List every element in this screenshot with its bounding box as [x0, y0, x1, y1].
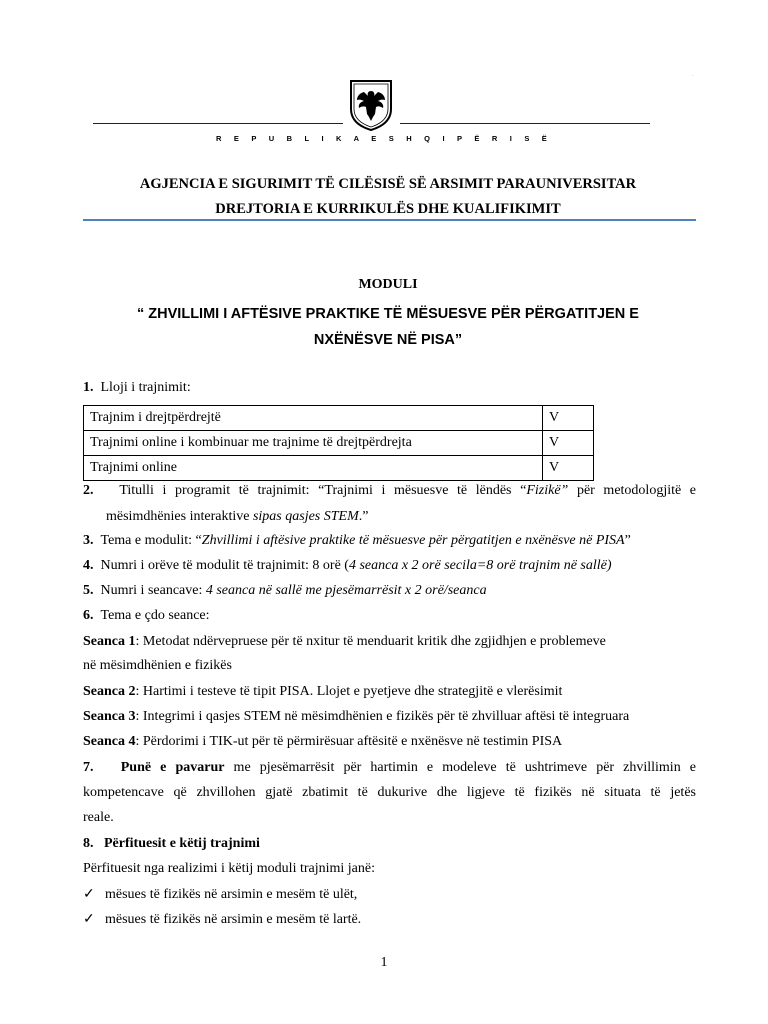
item-number: 5. [83, 583, 94, 598]
list-item [83, 886, 357, 903]
item-6 [83, 608, 210, 624]
module-title: “ ZHVILLIMI I AFTËSIVE PRAKTIKE TË MËSUESVE PËR PËRGATITJEN E NXËNËSVE NË PISA” [137, 306, 639, 348]
list-item [83, 911, 361, 928]
training-type-mark: V [543, 406, 594, 431]
item-5-text: Numri i seancave: [100, 583, 206, 598]
item-number: 2. [83, 483, 94, 498]
item-6-text: Tema e çdo seance: [100, 608, 210, 623]
country-name: R E P U B L I K A E S H Q I P Ë R I S Ë [215, 134, 553, 143]
item-7-text: me pjesëmarrësit për hartimin e modeleve të ushtrimeve për zhvillimin e [224, 760, 696, 775]
training-type-label: Trajnimi online i kombinuar me trajnime të drejtpërdrejta [84, 431, 543, 456]
item-number: 1. [83, 380, 94, 395]
item-3-italic: Zhvillimi i aftësive praktike të mësuesve për përgatitjen e nxënësve në PISA [201, 533, 625, 548]
item-7-label: Punë e pavarur [120, 760, 225, 775]
albanian-emblem-icon [348, 79, 394, 131]
session-text: : Integrimi i qasjes STEM në mësimdhënien e fizikës për të zhvilluar aftësi të integruara [135, 709, 630, 724]
session-label: Seanca 2 [83, 684, 136, 699]
item-7-line-3: reale. [83, 810, 114, 825]
session-label: Seanca 4 [83, 734, 136, 749]
header-rule-left [93, 123, 343, 124]
item-3 [83, 533, 631, 549]
heading-divider [83, 219, 696, 221]
training-type-mark: V [543, 431, 594, 456]
session-label: Seanca 1 [83, 634, 136, 649]
item-2-italic: Fizikë” [526, 483, 569, 498]
table-row [84, 456, 594, 481]
training-type-table [83, 405, 594, 481]
item-4 [83, 558, 612, 574]
session-4 [83, 734, 562, 750]
module-label: MODULI [358, 277, 418, 292]
item-5 [83, 583, 487, 599]
item-3-close: ” [624, 533, 631, 548]
item-number: 6. [83, 608, 94, 623]
table-row [84, 431, 594, 456]
session-2 [83, 684, 562, 700]
checkmark-icon: ✓ [83, 887, 95, 902]
item-4-italic: 4 seanca x 2 orë secila=8 orë trajnim në sallë) [348, 558, 612, 573]
training-type-label: Trajnimi online [84, 456, 543, 481]
beneficiary-text: mësues të fizikës në arsimin e mesëm të lartë. [105, 912, 362, 927]
item-2-line2-end: .” [358, 509, 369, 524]
item-2-line2-italic: sipas qasjes STEM [252, 509, 359, 524]
item-1 [83, 380, 191, 396]
session-text: : Hartimi i testeve të tipit PISA. Llojet e pyetjeve dhe strategjitë e vlerësimit [135, 684, 563, 699]
item-2-text-b: për metodologjitë e [568, 483, 697, 498]
item-7-line-2: kompetencave që zhvillohen gjatë zbatimit të dukurive dhe ligjeve të fizikës në situata të jetës [83, 785, 696, 800]
session-text: : Metodat ndërvepruese për të nxitur të menduarit kritik dhe zgjidhjen e problemeve [135, 634, 606, 649]
corner-mark: . [692, 72, 694, 78]
item-2 [83, 483, 696, 499]
beneficiary-text: mësues të fizikës në arsimin e mesëm të ulët, [105, 887, 358, 902]
item-3-text: Tema e modulit: “ [100, 533, 202, 548]
item-8-label: Përfituesit e këtij trajnimi [104, 836, 260, 851]
item-2-text: “Trajnimi i mësuesve të lëndës “ [309, 483, 527, 498]
item-4-text: Numri i orëve të modulit të trajnimit: 8 orë ( [100, 558, 349, 573]
session-label: Seanca 3 [83, 709, 136, 724]
session-3 [83, 709, 629, 725]
training-type-label: Trajnim i drejtpërdrejtë [84, 406, 543, 431]
item-2-line-2 [106, 509, 368, 525]
agency-line-2: DREJTORIA E KURRIKULËS DHE KUALIFIKIMIT [215, 201, 561, 217]
item-1-text: Lloji i trajnimit: [100, 380, 191, 395]
training-type-mark: V [543, 456, 594, 481]
session-1 [83, 634, 606, 650]
table-row [84, 406, 594, 431]
item-5-italic: 4 seanca në sallë me pjesëmarrësit x 2 orë/seanca [205, 583, 487, 598]
agency-line-1: AGJENCIA E SIGURIMIT TË CILËSISË SË ARSIMIT PARAUNIVERSITAR [139, 176, 637, 192]
item-number: 7. [83, 760, 94, 775]
checkmark-icon: ✓ [83, 912, 95, 927]
item-8 [83, 836, 260, 852]
agency-heading [80, 172, 696, 222]
item-number: 4. [83, 558, 94, 573]
session-1-continued: në mësimdhënien e fizikës [83, 658, 232, 673]
item-2-label: Titulli i programit të trajnimit: [119, 483, 310, 498]
item-7 [83, 760, 696, 776]
item-number: 3. [83, 533, 94, 548]
item-2-line2-text: mësimdhënies interaktive [106, 509, 253, 524]
item-8-intro: Përfituesit nga realizimi i këtij moduli trajnimi janë: [83, 861, 375, 876]
session-text: : Përdorimi i TIK-ut për të përmirësuar aftësitë e nxënësve në testimin PISA [135, 734, 563, 749]
header-rule-right [400, 123, 650, 124]
item-number: 8. [83, 836, 94, 851]
page-number: 1 [380, 955, 388, 970]
